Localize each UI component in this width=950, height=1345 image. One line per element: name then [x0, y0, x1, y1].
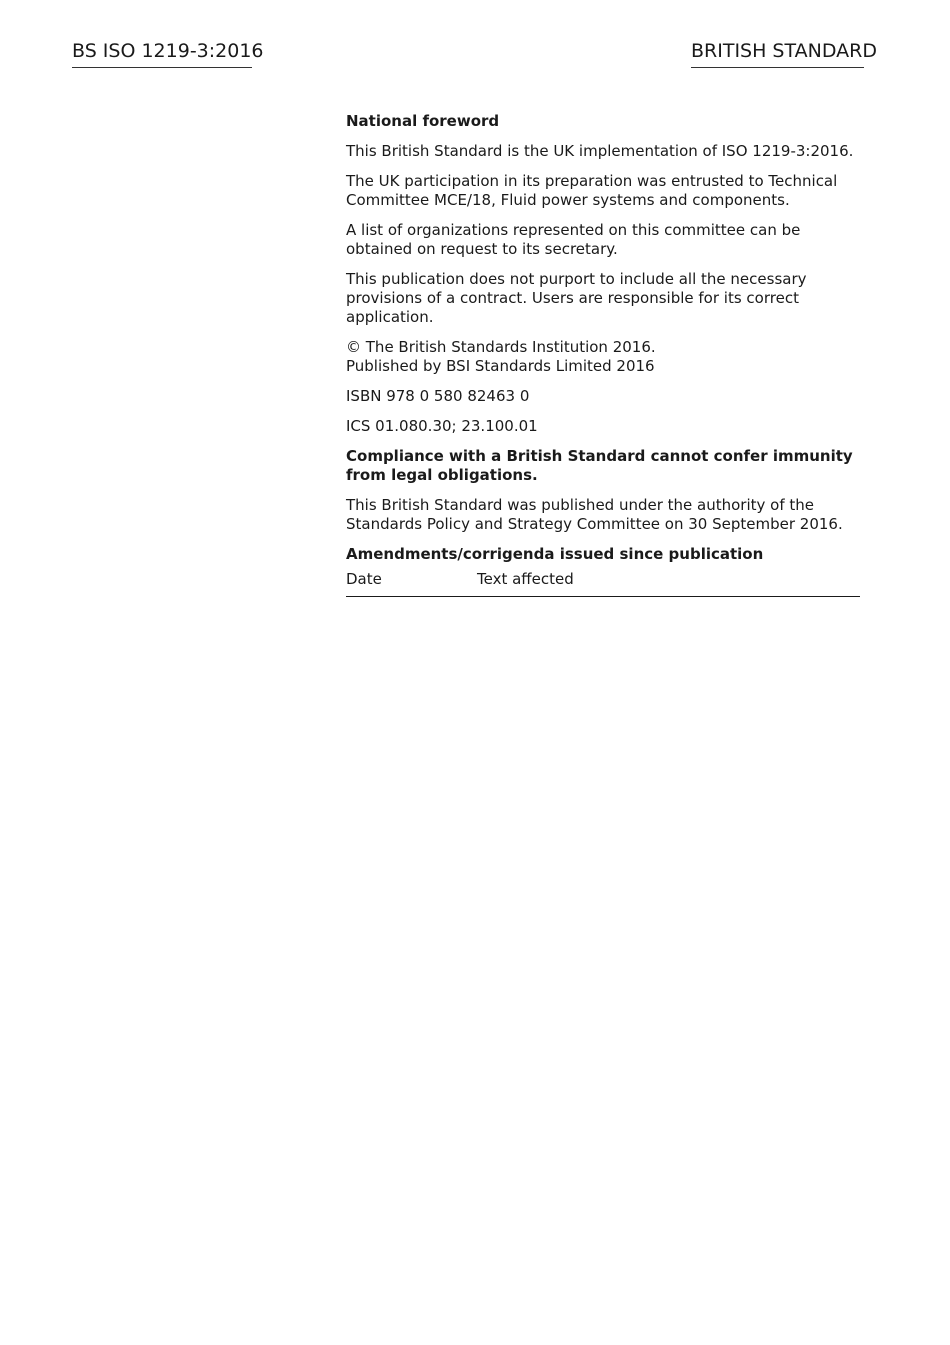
amendments-table	[346, 570, 860, 597]
organizations-paragraph: A list of organizations represented on this committee can be obtained on request to its secretary.	[346, 221, 801, 258]
standard-label: BRITISH STANDARD	[691, 38, 864, 68]
compliance-statement: Compliance with a British Standard cannot confer immunity from legal obligations.	[346, 447, 853, 484]
national-foreword-section	[346, 112, 860, 597]
date-column-header: Date	[346, 570, 382, 588]
publisher-line: Published by BSI Standards Limited 2016	[346, 357, 655, 375]
authority-paragraph: This British Standard was published under the authority of the Standards Policy and Strategy Committee on 30 September 2016.	[346, 496, 843, 533]
document-code: BS ISO 1219-3:2016	[72, 38, 252, 68]
participation-paragraph: The UK participation in its preparation was entrusted to Technical Committee MCE/18, Fluid power systems and components.	[346, 172, 838, 209]
section-title: National foreword	[346, 112, 500, 130]
text-affected-column-header: Text affected	[477, 570, 574, 588]
ics-codes: ICS 01.080.30; 23.100.01	[346, 417, 538, 435]
amendments-heading: Amendments/corrigenda issued since publication	[346, 545, 764, 563]
implementation-paragraph: This British Standard is the UK implementation of ISO 1219-3:2016.	[346, 142, 854, 160]
disclaimer-paragraph: This publication does not purport to include all the necessary provisions of a contract. Users are responsible for its correct application.	[346, 270, 807, 326]
copyright-line: © The British Standards Institution 2016.	[346, 338, 656, 356]
isbn: ISBN 978 0 580 82463 0	[346, 387, 530, 405]
copyright-block	[346, 338, 860, 376]
